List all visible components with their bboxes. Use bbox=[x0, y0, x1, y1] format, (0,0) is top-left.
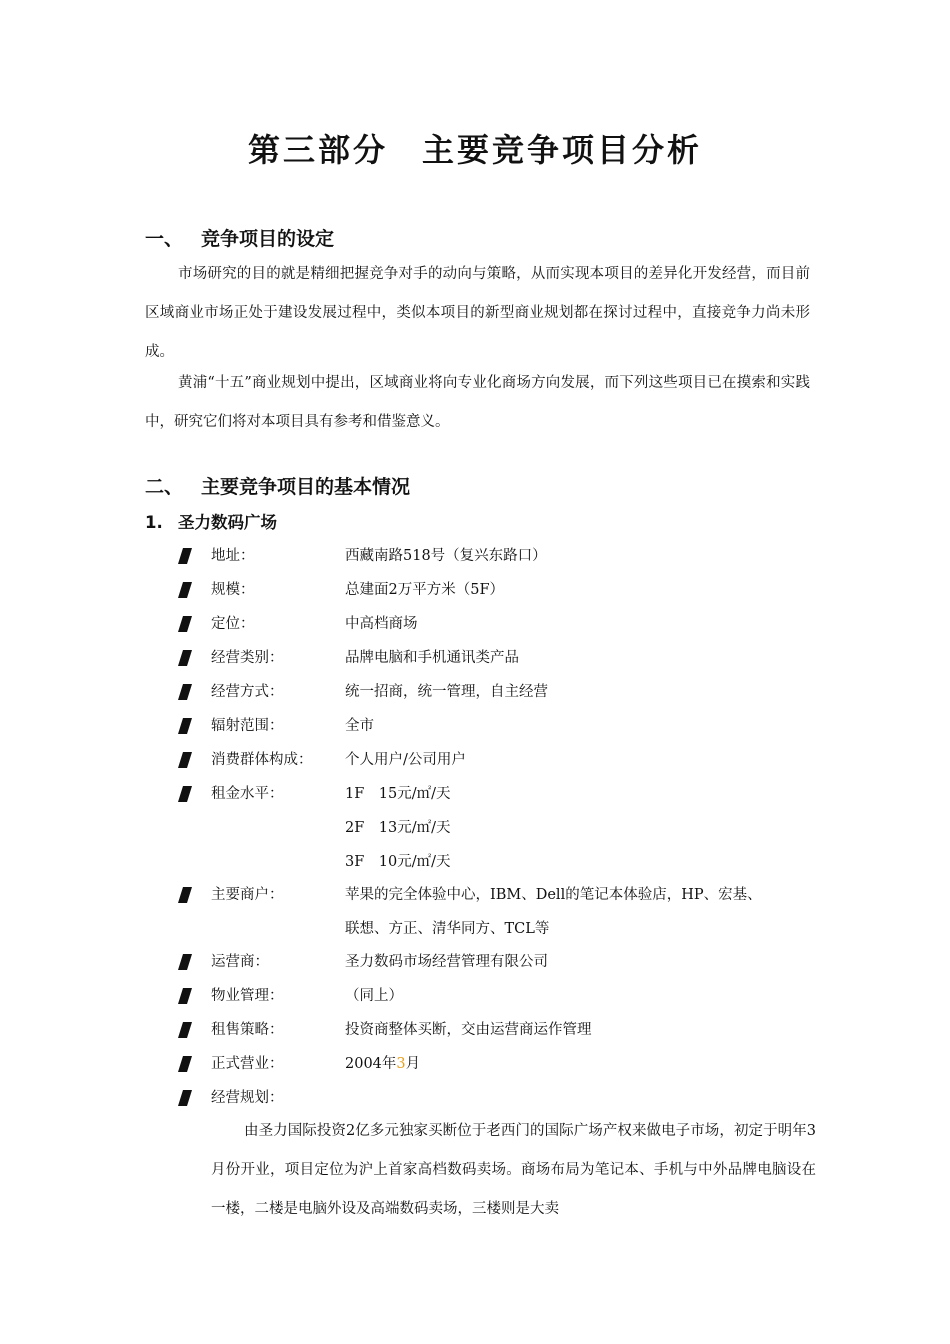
field-label: 经营规划： bbox=[211, 1090, 284, 1106]
section-1-title: 竞争项目的设定 bbox=[201, 228, 335, 250]
field-value: 1F 15元/㎡/天 bbox=[345, 786, 451, 802]
bullet-icon bbox=[178, 988, 192, 1004]
bullet-icon bbox=[178, 650, 192, 666]
field-label: 正式营业： bbox=[211, 1056, 284, 1072]
section-2-title: 主要竞争项目的基本情况 bbox=[201, 476, 411, 498]
field-value: 圣力数码市场经营管理有限公司 bbox=[345, 954, 548, 970]
section-1-number: 一、 bbox=[145, 228, 184, 250]
field-value bbox=[345, 1052, 420, 1076]
bullet-icon bbox=[178, 582, 192, 598]
opening-month-unit: 月 bbox=[405, 1056, 421, 1072]
bullet-icon bbox=[178, 548, 192, 564]
opening-month: 3 bbox=[396, 1056, 406, 1072]
field-value: 全市 bbox=[345, 718, 374, 734]
bullet-icon bbox=[178, 1056, 192, 1072]
field-value: 品牌电脑和手机通讯类产品 bbox=[345, 650, 519, 666]
project-name: 圣力数码广场 bbox=[178, 513, 277, 532]
title-name: 主要竞争项目分析 bbox=[422, 131, 703, 169]
bullet-icon bbox=[178, 954, 192, 970]
field-value: （同上） bbox=[345, 988, 403, 1004]
field-value: 西藏南路518号（复兴东路口） bbox=[345, 548, 547, 564]
bullet-icon bbox=[178, 887, 192, 903]
section-1-paragraph-1: 市场研究的目的就是精细把握竞争对手的动向与策略，从而实现本项目的差异化开发经营，而目前区域商业市场正处于建设发展过程中，类似本项目的新型商业规划都在探讨过程中，直接竞争力尚未形成。 bbox=[145, 266, 810, 360]
field-label: 租金水平： bbox=[211, 786, 284, 802]
field-value: 投资商整体买断，交由运营商运作管理 bbox=[345, 1022, 592, 1038]
bullet-icon bbox=[178, 718, 192, 734]
page-title bbox=[0, 128, 950, 172]
field-label: 消费群体构成： bbox=[211, 752, 313, 768]
field-value: 总建面2万平方米（5F） bbox=[345, 582, 505, 598]
business-plan-paragraph: 由圣力国际投资2亿多元独家买断位于老西门的国际广场产权来做电子市场，初定于明年3月份开业，项目定位为沪上首家高档数码卖场。商场布局为笔记本、手机与中外品牌电脑设在一楼，二楼是电脑外设及高端数码卖场，三楼则是大卖 bbox=[211, 1123, 816, 1217]
field-label: 运营商： bbox=[211, 954, 269, 970]
field-label: 辐射范围： bbox=[211, 718, 284, 734]
section-2-number: 二、 bbox=[145, 476, 184, 498]
section-1-heading bbox=[145, 226, 334, 252]
field-label: 地址： bbox=[211, 548, 255, 564]
field-value: 苹果的完全体验中心，IBM、Dell的笔记本体验店，HP、宏基、 bbox=[345, 887, 762, 903]
field-label: 规模： bbox=[211, 582, 255, 598]
section-2-heading bbox=[145, 474, 410, 500]
bullet-icon bbox=[178, 684, 192, 700]
field-label: 经营类别： bbox=[211, 650, 284, 666]
rent-2f: 2F 13元/㎡/天 bbox=[345, 820, 451, 836]
field-label: 主要商户： bbox=[211, 887, 284, 903]
rent-3f: 3F 10元/㎡/天 bbox=[345, 854, 451, 870]
field-label: 租售策略： bbox=[211, 1022, 284, 1038]
field-value: 统一招商，统一管理，自主经营 bbox=[345, 684, 548, 700]
opening-year: 2004年 bbox=[345, 1056, 397, 1072]
project-number: 1. bbox=[145, 513, 163, 532]
field-label: 定位： bbox=[211, 616, 255, 632]
field-label: 物业管理： bbox=[211, 988, 284, 1004]
main-tenants-continued: 联想、方正、清华同方、TCL等 bbox=[345, 921, 550, 937]
bullet-icon bbox=[178, 752, 192, 768]
field-value: 个人用户/公司用户 bbox=[345, 752, 466, 768]
bullet-icon bbox=[178, 1090, 192, 1106]
bullet-icon bbox=[178, 616, 192, 632]
bullet-icon bbox=[178, 1022, 192, 1038]
project-heading bbox=[145, 512, 277, 534]
title-part: 第三部分 bbox=[247, 131, 388, 169]
field-label: 经营方式： bbox=[211, 684, 284, 700]
field-value: 中高档商场 bbox=[345, 616, 418, 632]
bullet-icon bbox=[178, 786, 192, 802]
section-1-paragraph-2: 黄浦“十五”商业规划中提出，区域商业将向专业化商场方向发展，而下列这些项目已在摸索和实践中，研究它们将对本项目具有参考和借鉴意义。 bbox=[145, 375, 810, 430]
